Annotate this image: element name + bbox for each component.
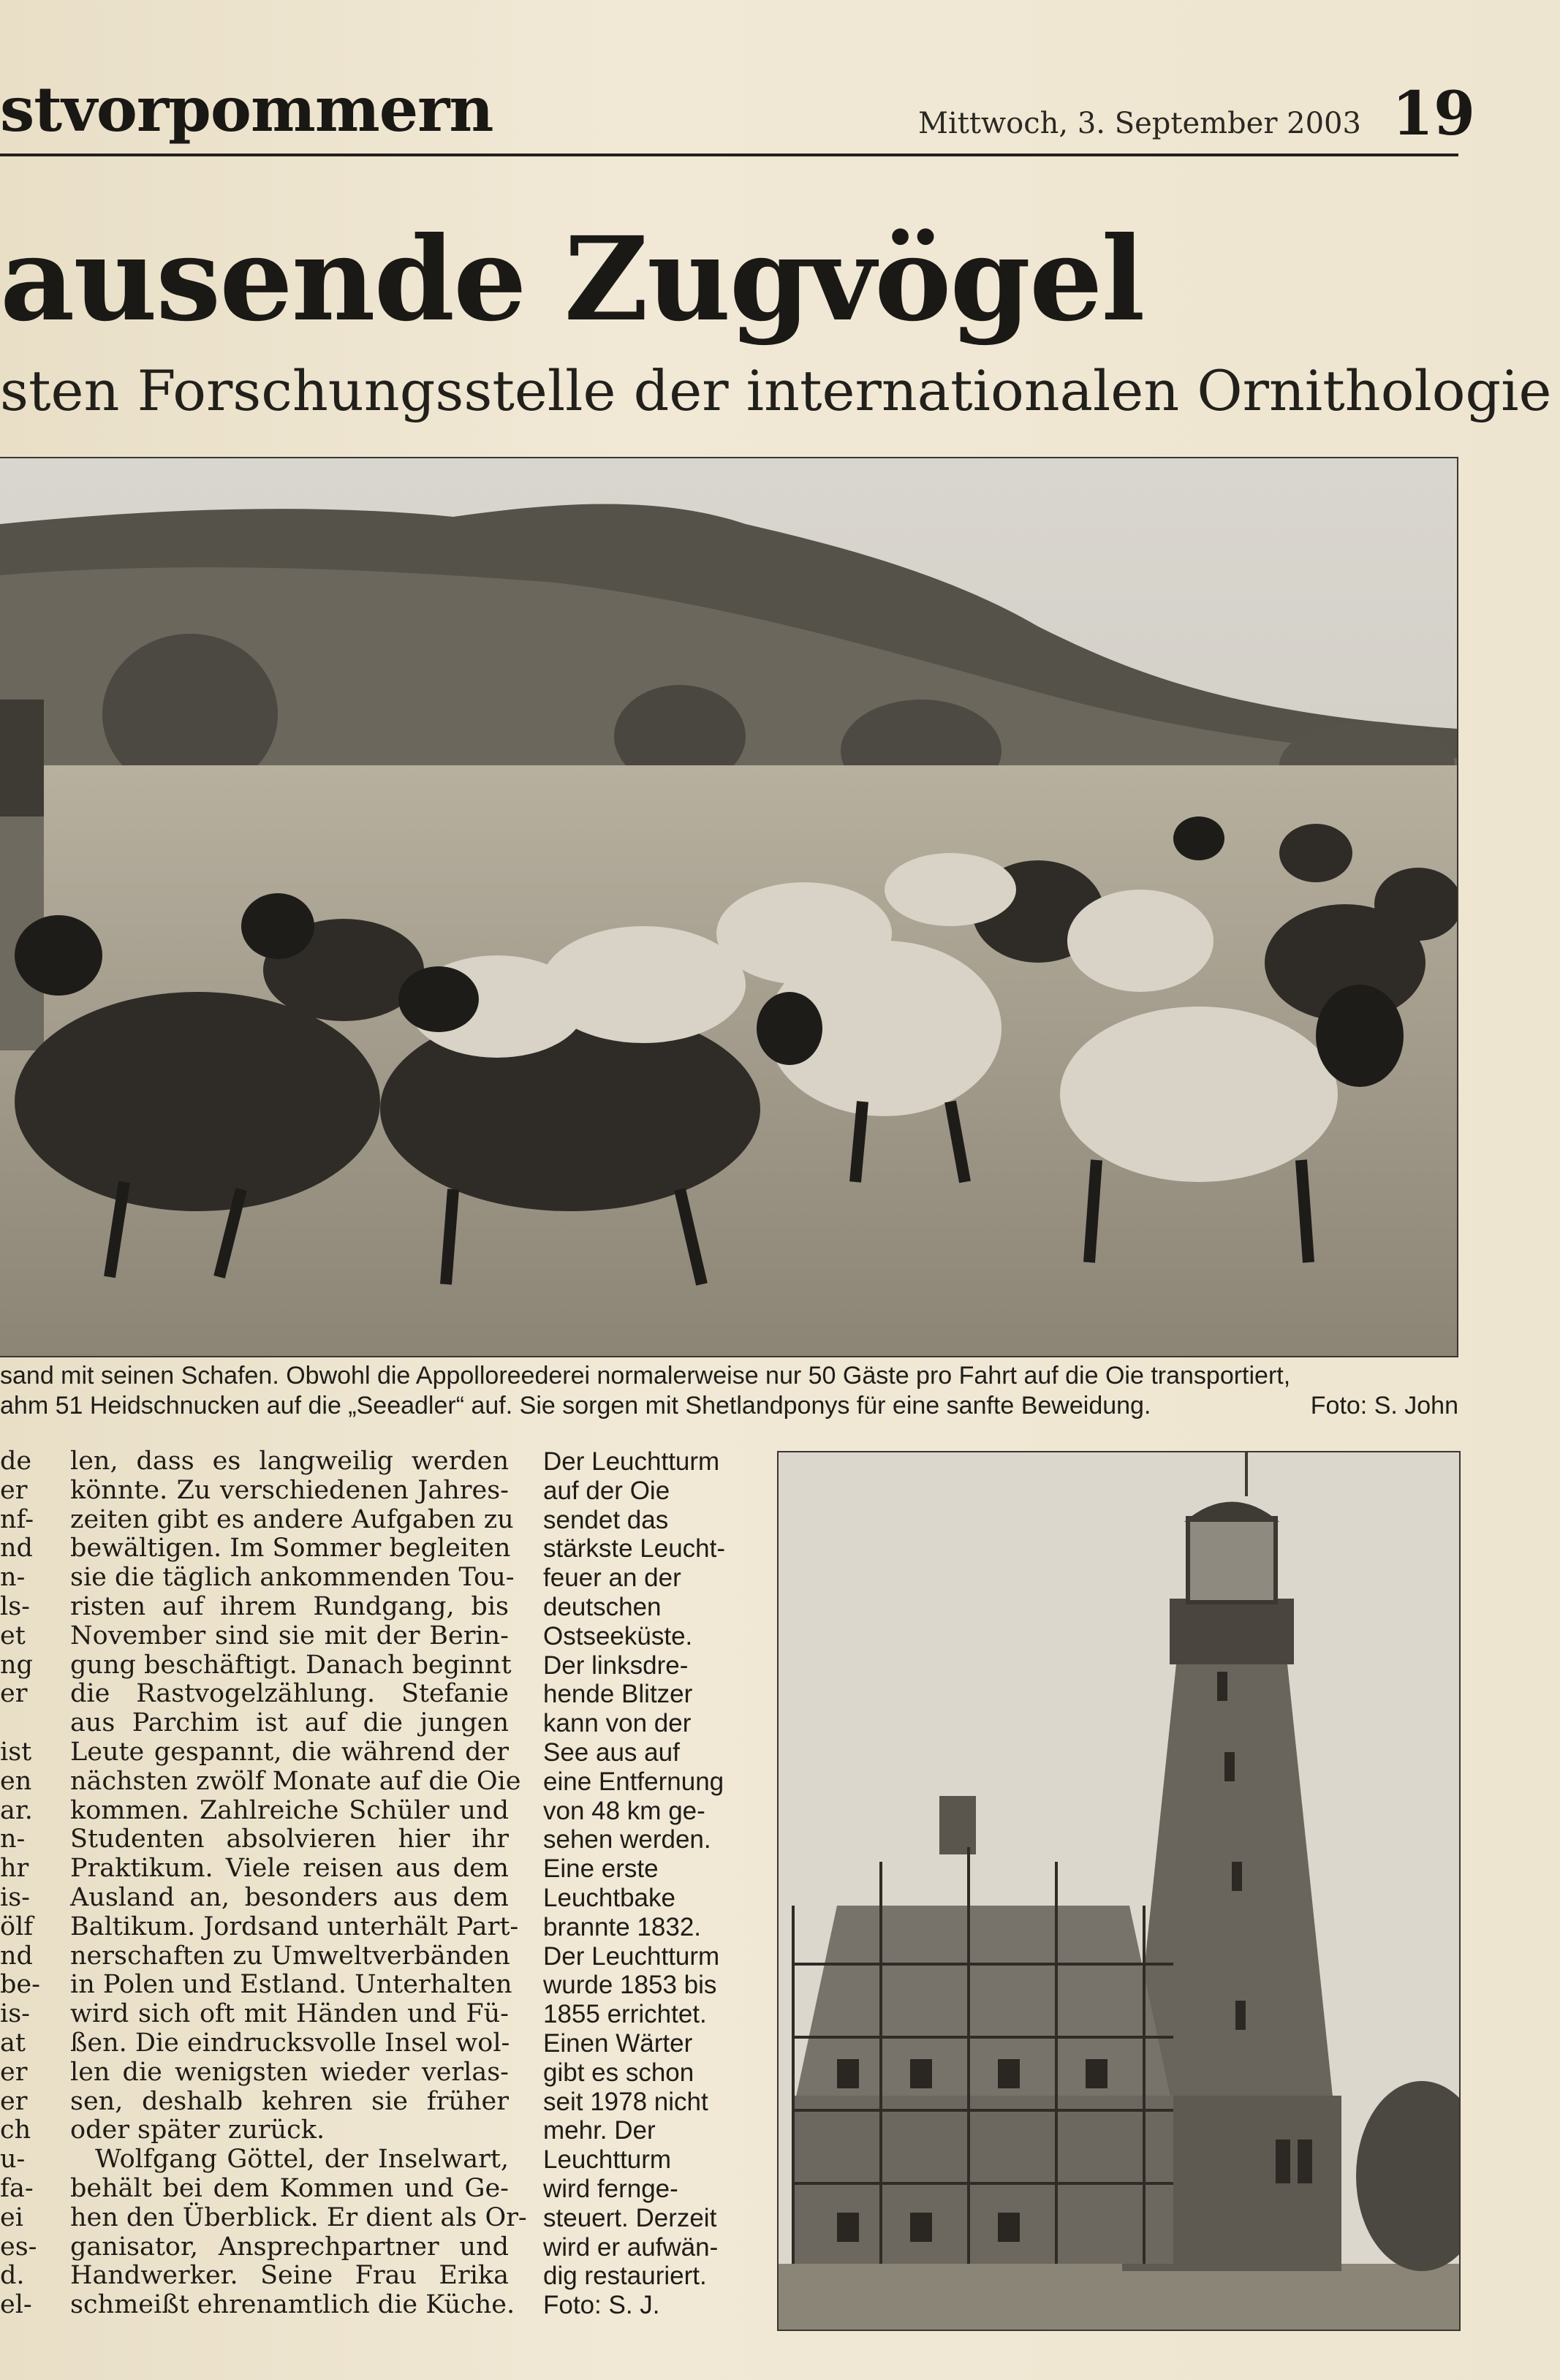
body-line: schmeißt ehrenamtlich die Küche. bbox=[70, 2290, 515, 2320]
caption-line: kann von der bbox=[543, 1709, 692, 1738]
issue-date: Mittwoch, 3. September 2003 bbox=[918, 107, 1361, 140]
caption-line: Der linksdre- bbox=[543, 1651, 689, 1680]
caption-line: wird fernge- bbox=[543, 2174, 678, 2203]
fragment: ei bbox=[0, 2202, 23, 2232]
page-number: 19 bbox=[1392, 79, 1476, 149]
fragment: ch bbox=[0, 2115, 31, 2145]
fragment: ist bbox=[0, 1737, 32, 1767]
article-body-column bbox=[70, 1447, 527, 2320]
body-line: len, dass es langweilig werden bbox=[70, 1447, 509, 1476]
caption-line: Der Leuchtturm bbox=[543, 1447, 720, 1476]
fragment: hr bbox=[0, 1854, 29, 1884]
caption-line: ahm 51 Heidschnucken auf die „Seeadler“ auf. Sie sorgen mit Shetlandponys für eine sanfte Beweidung. bbox=[0, 1392, 1151, 1420]
body-line: aus Parchim ist auf die jungen bbox=[70, 1708, 509, 1738]
caption-line: von 48 km ge- bbox=[543, 1796, 705, 1825]
caption-line: wird er aufwän- bbox=[543, 2232, 719, 2262]
fragment: er bbox=[0, 2057, 28, 2087]
body-line: November sind sie mit der Berin- bbox=[70, 1621, 509, 1651]
fragment: et bbox=[0, 1621, 26, 1651]
fragment: be- bbox=[0, 1970, 40, 2000]
body-line: Studenten absolvieren hier ihr bbox=[70, 1824, 509, 1854]
caption-line: stärkste Leucht- bbox=[543, 1534, 725, 1564]
body-line: zeiten gibt es andere Aufgaben zu bbox=[70, 1504, 514, 1534]
body-line: Leute gespannt, die während der bbox=[70, 1737, 509, 1767]
caption-line: Leuchtbake bbox=[543, 1883, 675, 1912]
fragment: d. bbox=[0, 2261, 25, 2291]
fragment: ar. bbox=[0, 1795, 33, 1825]
caption-line: feuer an der bbox=[543, 1564, 681, 1593]
body-line: len die wenigsten wieder verlas- bbox=[70, 2057, 509, 2087]
caption-line: Leuchtturm bbox=[543, 2145, 672, 2175]
fragment: ls- bbox=[0, 1591, 30, 1621]
fragment: es- bbox=[0, 2232, 37, 2262]
fragment: u- bbox=[0, 2145, 26, 2175]
caption-line: brannte 1832. bbox=[543, 1912, 702, 1941]
body-line: oder später zurück. bbox=[70, 2115, 325, 2145]
caption-line: gibt es schon bbox=[543, 2058, 694, 2087]
caption-line: Einen Wärter bbox=[543, 2028, 693, 2058]
body-line: bewältigen. Im Sommer begleiten bbox=[70, 1534, 511, 1564]
body-line: Praktikum. Viele reisen aus dem bbox=[70, 1854, 509, 1884]
caption-line: steuert. Derzeit bbox=[543, 2203, 717, 2232]
body-line: behält bei dem Kommen und Ge- bbox=[70, 2173, 509, 2203]
fragment: de bbox=[0, 1447, 32, 1476]
caption-line: Eine erste bbox=[543, 1854, 659, 1884]
caption-line: Der Leuchtturm bbox=[543, 1941, 720, 1971]
body-line: sie die täglich ankommenden Tou- bbox=[70, 1563, 515, 1593]
fragment: nd bbox=[0, 1534, 33, 1564]
body-line: hen den Überblick. Er dient als Or- bbox=[70, 2202, 527, 2232]
body-line: Wolfgang Göttel, der Inselwart, bbox=[95, 2145, 509, 2175]
body-line: kommen. Zahlreiche Schüler und bbox=[70, 1795, 509, 1825]
fragment: is- bbox=[0, 1999, 30, 2029]
fragment: fa- bbox=[0, 2173, 34, 2203]
caption-line: deutschen bbox=[543, 1592, 662, 1621]
caption-line: auf der Oie bbox=[543, 1476, 670, 1505]
body-line: wird sich oft mit Händen und Fü- bbox=[70, 1999, 509, 2029]
fragment: ng bbox=[0, 1650, 33, 1680]
fragment: er bbox=[0, 2086, 28, 2116]
body-line: ganisator, Ansprechpartner und bbox=[70, 2232, 509, 2262]
fragment: el- bbox=[0, 2290, 32, 2320]
caption-line: hende Blitzer bbox=[543, 1680, 693, 1709]
fragment: en bbox=[0, 1766, 32, 1796]
left-column-fragments bbox=[0, 1447, 58, 2320]
fragment bbox=[0, 1709, 58, 1738]
fragment: n- bbox=[0, 1824, 26, 1854]
body-line: risten auf ihrem Rundgang, bis bbox=[70, 1591, 509, 1621]
body-line: die Rastvogelzählung. Stefanie bbox=[70, 1679, 509, 1709]
body-line: sen, deshalb kehren sie früher bbox=[70, 2086, 509, 2116]
body-line: ßen. Die eindrucksvolle Insel wol- bbox=[70, 2028, 510, 2058]
body-line: Baltikum. Jordsand unterhält Part- bbox=[70, 1911, 519, 1941]
caption-line: 1855 errichtet. bbox=[543, 2000, 707, 2029]
photo-credit: Foto: S. John bbox=[1310, 1392, 1458, 1420]
body-line: in Polen und Estland. Unterhalten bbox=[70, 1970, 512, 2000]
fragment: nd bbox=[0, 1941, 33, 1971]
caption-line: Ostseeküste. bbox=[543, 1621, 693, 1651]
body-line: könnte. Zu verschiedenen Jahres- bbox=[70, 1475, 509, 1505]
sheep-photo-caption bbox=[0, 1361, 1458, 1421]
fragment: is- bbox=[0, 1882, 30, 1912]
sheep-photo bbox=[0, 457, 1458, 1357]
section-title: stvorpommern bbox=[0, 73, 493, 145]
body-line: nerschaften zu Umweltverbänden bbox=[70, 1941, 510, 1971]
body-line: nächsten zwölf Monate auf die Oie bbox=[70, 1766, 521, 1796]
caption-line: sendet das bbox=[543, 1505, 669, 1534]
body-line: Ausland an, besonders aus dem bbox=[70, 1882, 509, 1912]
caption-line: mehr. Der bbox=[543, 2116, 656, 2145]
body-line: Handwerker. Seine Frau Erika bbox=[70, 2261, 509, 2291]
caption-line: sehen werden. bbox=[543, 1825, 711, 1854]
fragment: n- bbox=[0, 1563, 26, 1593]
photo-credit: Foto: S. J. bbox=[543, 2291, 660, 2320]
caption-line: dig restauriert. bbox=[543, 2262, 707, 2291]
header-rule bbox=[0, 154, 1458, 156]
body-line: gung beschäftigt. Danach beginnt bbox=[70, 1650, 512, 1680]
caption-line: sand mit seinen Schafen. Obwohl die Appolloreederei normalerweise nur 50 Gäste pro Fahrt auf die Oie transportiert, bbox=[0, 1362, 1291, 1390]
caption-line: wurde 1853 bis bbox=[543, 1971, 717, 2000]
lighthouse-caption bbox=[543, 1447, 762, 2320]
fragment: at bbox=[0, 2028, 26, 2058]
caption-line: See aus auf bbox=[543, 1737, 680, 1767]
caption-line: eine Entfernung bbox=[543, 1767, 724, 1796]
article-subheadline: sten Forschungsstelle der internationalen Ornithologie bbox=[0, 358, 1552, 423]
fragment: er bbox=[0, 1475, 28, 1505]
caption-line: seit 1978 nicht bbox=[543, 2087, 708, 2116]
fragment: ölf bbox=[0, 1911, 34, 1941]
lighthouse-photo bbox=[777, 1451, 1461, 2331]
fragment: nf- bbox=[0, 1504, 34, 1534]
article-headline: ausende Zugvögel bbox=[0, 212, 1144, 347]
fragment: er bbox=[0, 1679, 28, 1709]
